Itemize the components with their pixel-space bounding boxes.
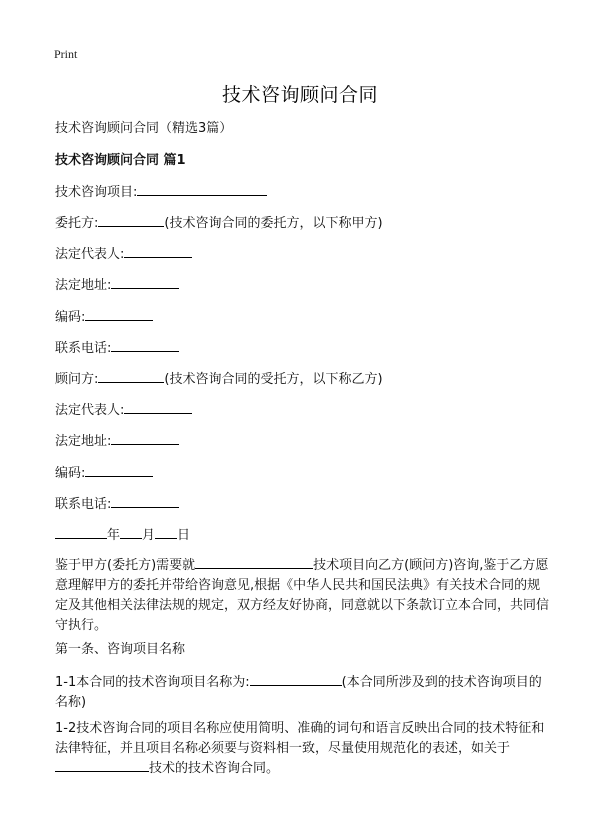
project-blank [137,183,267,196]
clause-1-1-part2: (本合同所涉及到的技术咨询项目的名称) [55,675,542,710]
consultant-code-field [55,464,153,482]
consultant-address-blank [111,432,179,445]
print-label: Print [54,47,78,61]
day-blank [155,526,177,539]
consultant-rep-field [55,401,192,419]
year-label: 年 [107,528,121,543]
clause-1-1-part1: 1-1本合同的技术咨询项目名称为: [55,675,250,690]
clause-1-2-part1: 1-2技术咨询合同的项目名称应使用简明、准确的词句和语言反映出合同的技术特征和法律特征，并且项目名称必须要与资料相一致，尽量使用规范化的表述，如关于 [55,721,545,756]
preamble-part1: 鉴于甲方(委托方)需要就 [55,558,196,573]
year-blank [55,526,107,539]
client-label: 委托方: [55,216,99,231]
consultant-label: 顾问方: [55,372,99,387]
client-address-label: 法定地址: [55,278,112,293]
clause-1-2 [55,719,550,779]
consultant-phone-field [55,495,179,513]
consultant-rep-label: 法定代表人: [55,403,125,418]
consultant-phone-label: 联系电话: [55,497,112,512]
client-address-blank [111,276,179,289]
client-field [55,214,383,232]
consultant-phone-blank [111,495,179,508]
clause-1-1-blank [250,673,342,686]
client-code-label: 编码: [55,310,86,325]
client-rep-blank [124,245,192,258]
preamble-paragraph [55,556,550,636]
clause-1-1 [55,673,550,713]
preamble-part2: 技术项目向乙方(顾问方)咨询,鉴于乙方愿意理解甲方的委托并带给咨询意见,根据《中华人民共和国民法典》有关技术合同的规定及其他相关法律法规的规定，双方经友好协商，同意就以下条款订立本合同，共同信守执行。 [55,558,550,633]
client-phone-field [55,339,179,357]
project-label: 技术咨询项目: [55,185,138,200]
client-phone-blank [111,339,179,352]
client-code-field [55,308,153,326]
client-address-field [55,276,179,294]
document-title: 技术咨询顾问合同 [221,84,378,106]
preamble-blank [195,556,313,569]
project-field [55,183,267,201]
client-code-blank [85,308,153,321]
date-field [55,526,190,544]
client-phone-label: 联系电话: [55,341,112,356]
client-blank [98,214,164,227]
article1-heading: 第一条、咨询项目名称 [55,642,186,657]
client-rep-field [55,245,192,263]
section-heading: 技术咨询顾问合同 篇1 [55,153,186,168]
month-label: 月 [142,528,156,543]
consultant-rep-blank [124,401,192,414]
clause-1-2-blank [55,759,149,772]
client-rep-label: 法定代表人: [55,247,125,262]
clause-1-2-part2: 技术的技术咨询合同。 [149,761,280,776]
consultant-field [55,370,383,388]
consultant-address-field [55,432,179,450]
consultant-code-label: 编码: [55,466,86,481]
consultant-note: (技术咨询合同的受托方，以下称乙方) [164,372,383,387]
day-label: 日 [177,528,191,543]
consultant-address-label: 法定地址: [55,434,112,449]
consultant-blank [98,370,164,383]
client-note: (技术咨询合同的委托方，以下称甲方) [164,216,383,231]
document-subtitle: 技术咨询顾问合同（精选3篇） [55,121,233,136]
month-blank [120,526,142,539]
consultant-code-blank [85,464,153,477]
